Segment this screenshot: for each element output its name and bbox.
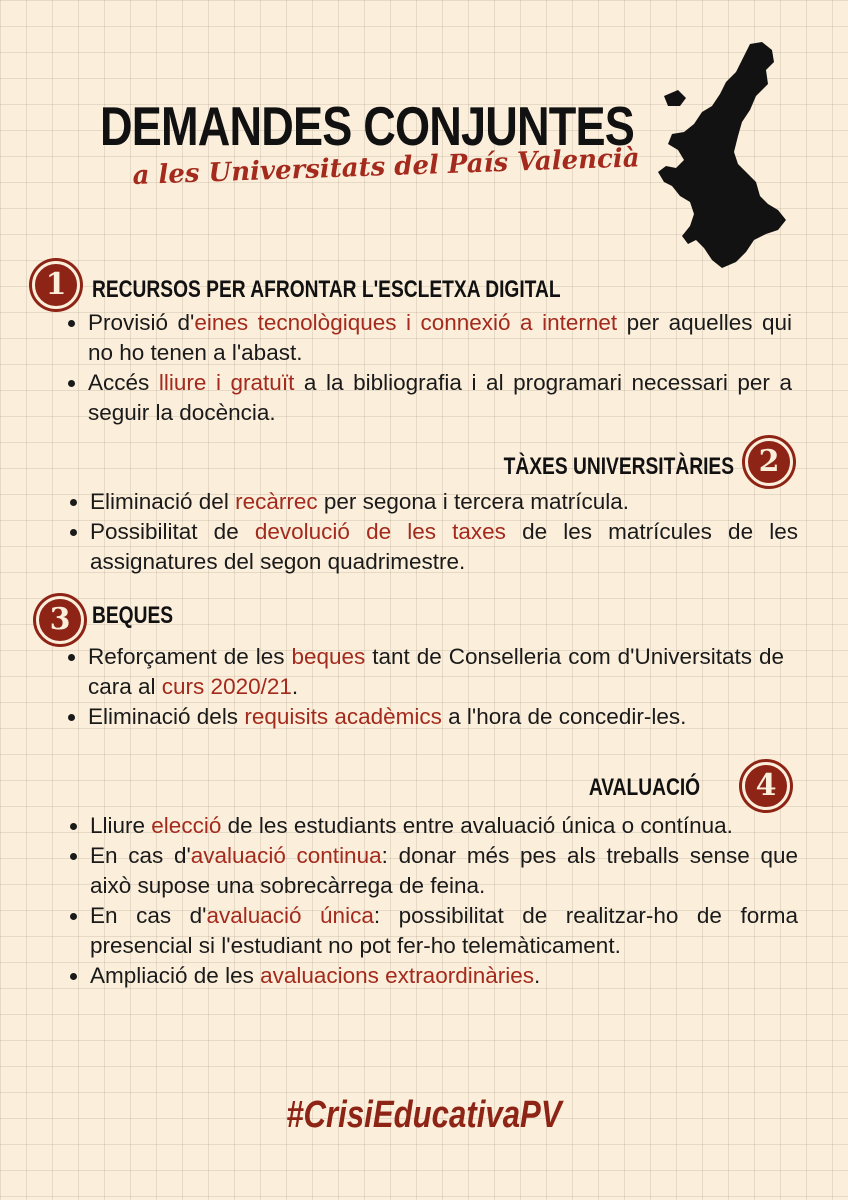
list-item	[66, 517, 798, 577]
list-item-text: Ampliació de les	[90, 963, 261, 988]
section-list-4	[66, 811, 798, 991]
highlighted-text: elecció	[151, 813, 222, 838]
list-item-text: a l'hora de concedir-les.	[441, 704, 687, 729]
list-item-text: per segona i tercera matrícula.	[317, 489, 630, 514]
list-item	[64, 702, 784, 732]
list-item-text: Accés	[88, 370, 159, 395]
pais-valencia-map-silhouette	[650, 40, 810, 272]
list-item-text: a la bibliografia i al programari necessari per a seguir la docència.	[88, 370, 793, 425]
list-item-text: .	[291, 674, 299, 699]
section-number-badge-1: 1	[32, 261, 80, 309]
highlighted-text: avaluacions extraordinàries	[260, 963, 534, 988]
list-item-text: Possibilitat de	[90, 519, 255, 544]
list-item	[66, 487, 798, 517]
list-item	[66, 841, 798, 901]
list-item-text: per aquelles qui no ho tenen a l'abast.	[88, 310, 792, 365]
section-list-1	[64, 308, 792, 428]
list-item-text: Eliminació dels	[88, 704, 245, 729]
section-heading-3: BEQUES	[92, 602, 174, 629]
list-item	[66, 901, 798, 961]
highlighted-text: curs 2020/21	[161, 674, 292, 699]
highlighted-text: recàrrec	[235, 489, 318, 514]
list-item-text: : possibilitat de realitzar-ho de forma presencial si l'estudiant no pot fer-ho telemàticament.	[90, 903, 798, 958]
section-number-badge-2: 2	[745, 438, 793, 486]
highlighted-text: avaluació única	[206, 903, 374, 928]
list-item	[64, 368, 792, 428]
list-item-text: .	[534, 963, 541, 988]
list-item-text: En cas d'	[90, 843, 191, 868]
list-item	[66, 811, 798, 841]
section-list-2	[66, 487, 798, 577]
list-item-text: Eliminació del	[90, 489, 236, 514]
page-title: DEMANDES CONJUNTES	[100, 95, 635, 157]
section-number-badge-4: 4	[742, 762, 790, 810]
highlighted-text: eines tecnològiques i connexió a internet	[194, 310, 618, 335]
list-item	[64, 642, 784, 702]
highlighted-text: avaluació continua	[190, 843, 382, 868]
list-item-text: tant de Conselleria com d'Universitats de cara al	[88, 644, 784, 699]
highlighted-text: beques	[291, 644, 366, 669]
section-heading-4: AVALUACIÓ	[588, 774, 700, 801]
highlighted-text: requisits acadèmics	[244, 704, 442, 729]
section-heading-1: RECURSOS PER AFRONTAR L'ESCLETXA DIGITAL	[92, 276, 561, 303]
list-item-text: Reforçament de les	[88, 644, 292, 669]
list-item-text: : donar més pes als treballs sense que això supose una sobrecàrrega de feina.	[90, 843, 798, 898]
page-subtitle: a les Universitats del País Valencià	[132, 143, 641, 191]
section-heading-2: TÀXES UNIVERSITÀRIES	[503, 453, 734, 480]
section-list-3	[64, 642, 784, 732]
list-item	[66, 961, 798, 991]
section-number-badge-3: 3	[36, 596, 84, 644]
list-item-text: Provisió d'	[88, 310, 195, 335]
list-item-text: de les matrícules de les assignatures del segon quadrimestre.	[90, 519, 798, 574]
hashtag-text: #CrisiEducativaPV	[286, 1094, 562, 1136]
list-item-text: Lliure	[90, 813, 152, 838]
highlighted-text: lliure i gratuït	[158, 370, 295, 395]
list-item	[64, 308, 792, 368]
list-item-text: En cas d'	[90, 903, 207, 928]
list-item-text: de les estudiants entre avaluació única o contínua.	[221, 813, 733, 838]
hashtag-footer	[0, 1092, 848, 1138]
highlighted-text: devolució de les taxes	[254, 519, 506, 544]
